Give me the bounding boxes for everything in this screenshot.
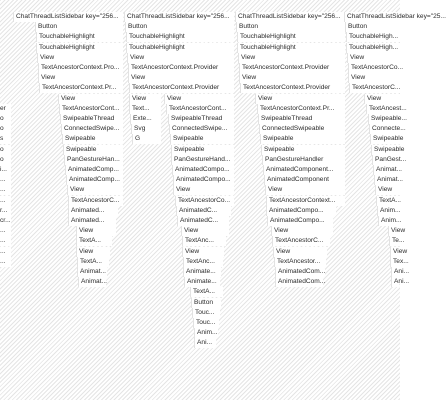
flame-node[interactable]: Swipeable bbox=[170, 134, 234, 144]
flame-node[interactable]: Swipeable bbox=[62, 134, 123, 144]
flame-node[interactable]: ChatThreadListSidebar key="256... bbox=[13, 12, 123, 22]
flame-node[interactable]: ChatThreadListSidebar key="256... bbox=[235, 12, 345, 22]
flame-node[interactable]: TextAncestor... bbox=[274, 257, 326, 267]
flame-node[interactable]: TextAncestorCont... bbox=[59, 104, 123, 114]
flame-node[interactable]: TouchableHighlight bbox=[237, 32, 345, 42]
flame-node-clipped[interactable]: o bbox=[0, 124, 11, 134]
flame-node[interactable]: TextAncestorContext... bbox=[266, 196, 345, 206]
flame-node[interactable]: TouchableHighlight bbox=[36, 32, 123, 42]
flame-node[interactable]: Button bbox=[236, 22, 345, 32]
flame-node[interactable]: Animated... bbox=[68, 206, 118, 216]
flame-node[interactable]: Button bbox=[35, 22, 123, 32]
flame-node[interactable]: AnimatedCompo... bbox=[172, 165, 234, 175]
flame-node[interactable]: TouchableHighlight bbox=[36, 43, 123, 53]
flame-node[interactable]: View bbox=[364, 94, 400, 104]
flame-node[interactable]: Animat... bbox=[373, 165, 400, 175]
flame-node[interactable]: AnimatedCom... bbox=[275, 267, 325, 277]
flame-node[interactable]: View bbox=[127, 53, 234, 63]
flame-node[interactable]: View bbox=[38, 73, 123, 83]
flame-node[interactable]: View bbox=[76, 226, 116, 236]
flame-node[interactable]: AnimatedComp... bbox=[66, 175, 123, 185]
flame-node[interactable]: Anim... bbox=[194, 328, 218, 338]
flame-node[interactable]: View bbox=[388, 226, 400, 236]
flame-node[interactable]: Swipeable... bbox=[368, 114, 400, 124]
flame-node[interactable]: Button bbox=[191, 298, 221, 308]
flame-node[interactable]: Swipeable bbox=[371, 145, 400, 155]
flame-node[interactable]: TextAncest... bbox=[366, 104, 400, 114]
flame-node[interactable]: TextAnc... bbox=[183, 257, 223, 267]
flame-node[interactable]: Animat... bbox=[77, 267, 107, 277]
flame-node[interactable]: TextAncestorContext.Provider bbox=[129, 83, 234, 93]
flame-node[interactable]: View bbox=[255, 94, 345, 104]
flame-node[interactable]: ChatThreadListSidebar key="25... bbox=[344, 12, 400, 22]
flame-node[interactable]: AnimatedC... bbox=[176, 206, 231, 216]
flame-node[interactable]: AnimatedComponent bbox=[264, 175, 345, 185]
flame-node[interactable]: Tex... bbox=[390, 257, 400, 267]
flame-node[interactable]: View bbox=[271, 226, 333, 236]
flame-node[interactable]: Exte... bbox=[130, 114, 161, 124]
flame-node-clipped[interactable]: er bbox=[0, 104, 11, 114]
flame-node-clipped[interactable]: ... bbox=[0, 226, 11, 236]
flame-node[interactable]: View bbox=[37, 53, 123, 63]
flame-node[interactable]: Swipeable bbox=[63, 145, 123, 155]
flame-node[interactable]: View bbox=[181, 226, 229, 236]
flame-node-clipped[interactable]: r... bbox=[0, 206, 11, 216]
flame-node[interactable]: TextAncestorContext.Pro... bbox=[38, 63, 123, 73]
flame-node[interactable]: AnimatedCompo... bbox=[267, 216, 333, 226]
flame-node[interactable]: TextAncestorCont... bbox=[166, 104, 234, 114]
flame-node-clipped[interactable]: ... bbox=[0, 196, 11, 206]
flame-node[interactable]: TextAncestorContext.Provider bbox=[239, 63, 345, 73]
flame-node[interactable]: View bbox=[129, 94, 161, 104]
flame-node[interactable]: TouchableHighlight bbox=[126, 32, 234, 42]
flame-node-clipped[interactable]: ... bbox=[0, 185, 11, 195]
flame-node[interactable]: PanGestureHandler bbox=[262, 155, 345, 165]
flame-node[interactable]: Connecte... bbox=[369, 124, 400, 134]
flame-node[interactable]: View bbox=[375, 185, 400, 195]
flame-node[interactable]: AnimatedComponent... bbox=[263, 165, 345, 175]
flame-node[interactable]: Te... bbox=[389, 236, 400, 246]
flame-node[interactable]: TextAnc... bbox=[182, 236, 226, 246]
flame-node-clipped[interactable]: o bbox=[0, 145, 11, 155]
flame-node[interactable]: Ani... bbox=[194, 338, 216, 348]
flame-node[interactable]: SwipeableThread bbox=[60, 114, 123, 124]
flame-node-clipped[interactable]: s bbox=[0, 134, 11, 144]
flame-node[interactable]: TextA... bbox=[76, 236, 112, 246]
flame-node-clipped[interactable]: o bbox=[0, 114, 11, 124]
flame-node[interactable]: View bbox=[164, 94, 234, 104]
flame-node[interactable]: View bbox=[67, 185, 123, 195]
flame-node[interactable]: G bbox=[132, 134, 161, 144]
flame-node-clipped[interactable]: ... bbox=[0, 247, 11, 257]
flame-node[interactable]: TextA... bbox=[376, 196, 400, 206]
flame-node[interactable]: View bbox=[348, 73, 400, 83]
flame-node[interactable]: TextA... bbox=[190, 287, 223, 297]
flame-node[interactable]: Svg bbox=[131, 124, 161, 134]
flame-node[interactable]: View bbox=[273, 247, 327, 257]
flame-node[interactable]: Animate... bbox=[184, 277, 220, 287]
flame-node-clipped[interactable]: i... bbox=[0, 165, 11, 175]
flame-node[interactable]: View bbox=[347, 53, 400, 63]
flame-node[interactable]: TextAncestorC... bbox=[349, 83, 400, 93]
flame-node[interactable]: ConnectedSwipeable bbox=[259, 124, 345, 134]
flame-node-clipped[interactable]: o bbox=[0, 155, 11, 165]
flame-node[interactable]: ConnectedSwipe... bbox=[61, 124, 123, 134]
flame-node[interactable]: Touc... bbox=[192, 308, 220, 318]
flame-node[interactable]: View bbox=[239, 73, 345, 83]
flame-node[interactable]: PanGest... bbox=[372, 155, 400, 165]
flame-node[interactable]: ChatThreadListSidebar key="256... bbox=[124, 12, 234, 22]
flame-node-clipped[interactable]: ... bbox=[0, 236, 11, 246]
flame-node[interactable]: Text... bbox=[129, 104, 161, 114]
flame-node[interactable]: TouchableHigh... bbox=[346, 32, 400, 42]
flame-node[interactable]: Animated... bbox=[68, 216, 116, 226]
flame-node[interactable]: TextAncestorCo... bbox=[348, 63, 400, 73]
flame-node[interactable]: Animate... bbox=[183, 267, 221, 277]
flame-node[interactable]: AnimatedComp... bbox=[65, 165, 123, 175]
flame-node[interactable]: Touc... bbox=[193, 318, 219, 328]
flame-node[interactable]: Swipeable bbox=[260, 134, 345, 144]
flame-node[interactable]: AnimatedC... bbox=[177, 216, 229, 226]
flame-node[interactable]: TouchableHighlight bbox=[126, 43, 234, 53]
flame-node[interactable]: Swipeable bbox=[261, 145, 345, 155]
flame-node[interactable]: TextAncestorC... bbox=[272, 236, 330, 246]
flame-node[interactable]: PanGestureHand... bbox=[171, 155, 234, 165]
flame-node-clipped[interactable]: ... bbox=[0, 175, 11, 185]
flame-node[interactable]: TouchableHigh... bbox=[346, 43, 400, 53]
flame-node-clipped[interactable]: cr... bbox=[0, 217, 11, 224]
flame-node[interactable]: AnimatedCompo... bbox=[266, 206, 336, 216]
flame-node[interactable]: Anim... bbox=[377, 206, 400, 216]
flame-node[interactable]: Swipeable bbox=[370, 134, 400, 144]
flame-node-clipped[interactable]: ... bbox=[0, 257, 11, 267]
flame-node[interactable]: View bbox=[76, 247, 110, 257]
flame-node[interactable]: SwipeableThread bbox=[168, 114, 234, 124]
flame-node[interactable]: TextAncestorContext.Provider bbox=[128, 63, 234, 73]
flame-node[interactable]: ConnectedSwipe... bbox=[169, 124, 234, 134]
flame-node[interactable]: Anim... bbox=[378, 216, 400, 226]
flame-node[interactable]: Animat... bbox=[374, 175, 400, 185]
flame-node[interactable]: Swipeable bbox=[171, 145, 234, 155]
flame-node[interactable]: View bbox=[128, 73, 234, 83]
flame-node[interactable]: Ani... bbox=[391, 267, 400, 277]
flame-node[interactable]: AnimatedCompo... bbox=[173, 175, 234, 185]
flame-node[interactable]: TextAncestorContext.Pr... bbox=[39, 83, 123, 93]
flame-node[interactable]: View bbox=[182, 247, 224, 257]
flame-node[interactable]: Button bbox=[345, 22, 400, 32]
flame-node[interactable]: TextAncestorC... bbox=[68, 196, 123, 206]
flame-node[interactable]: View bbox=[173, 185, 234, 195]
flame-node[interactable]: PanGestureHan... bbox=[64, 155, 123, 165]
flame-node[interactable]: Ani... bbox=[391, 277, 399, 287]
flame-node[interactable]: Animat... bbox=[78, 277, 106, 287]
flame-node[interactable]: View bbox=[238, 53, 345, 63]
flame-node[interactable]: View bbox=[265, 185, 345, 195]
flame-node[interactable]: View bbox=[58, 94, 123, 104]
flame-node[interactable]: TextAncestorCo... bbox=[175, 196, 234, 206]
flame-node[interactable]: View bbox=[390, 247, 400, 257]
flame-node[interactable]: TextAncestorContext.Pr... bbox=[257, 104, 345, 114]
flame-node[interactable]: TextA... bbox=[77, 257, 109, 267]
flame-node[interactable]: TextAncestorContext.Provider bbox=[240, 83, 345, 93]
flame-node[interactable]: AnimatedCom... bbox=[275, 277, 323, 287]
flame-node[interactable]: TouchableHighlight bbox=[237, 43, 345, 53]
flame-node[interactable]: Button bbox=[125, 22, 234, 32]
flame-node[interactable]: SwipeableThread bbox=[258, 114, 345, 124]
